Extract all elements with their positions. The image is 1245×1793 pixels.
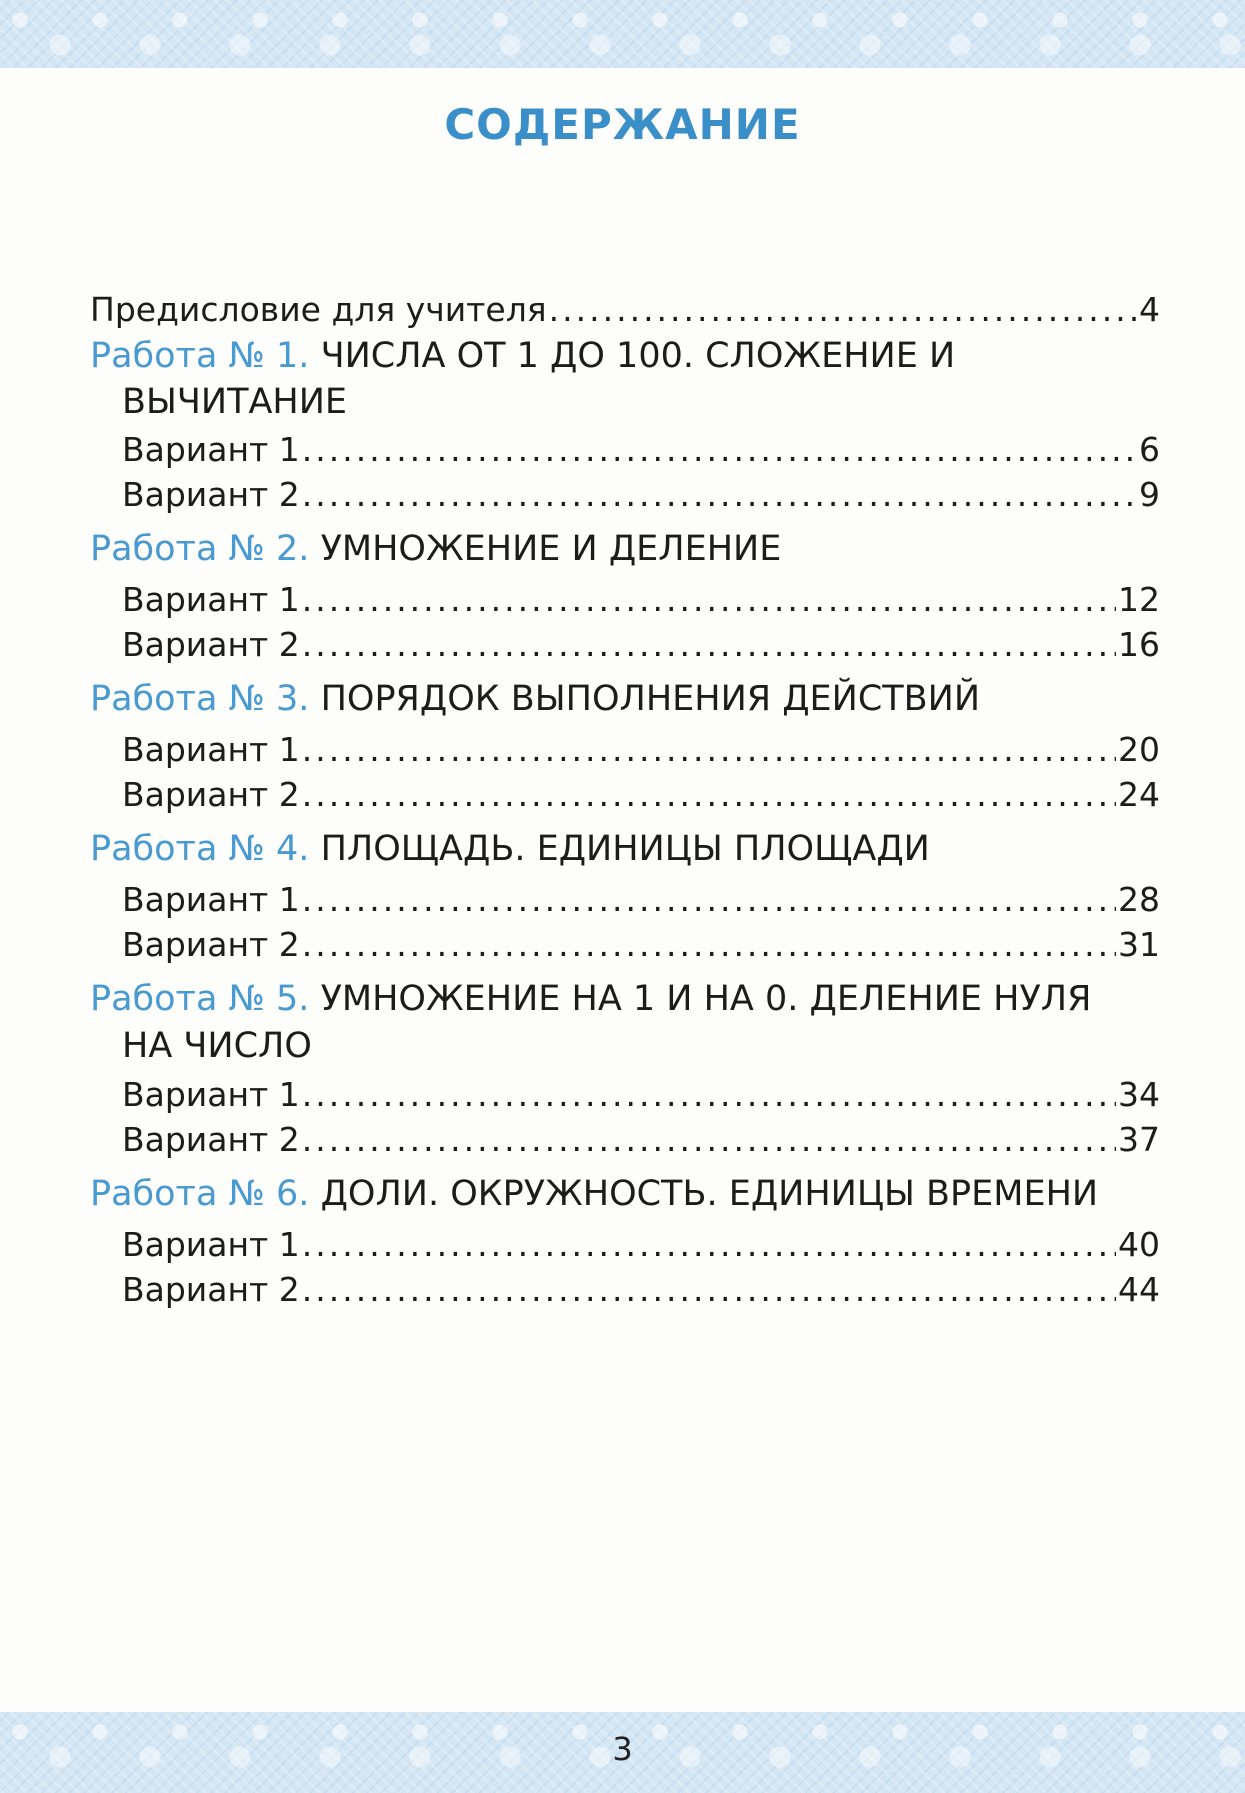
work-heading-5-continued — [122, 1020, 1192, 1072]
toc-entry-label: Вариант 2 — [122, 1120, 300, 1159]
work-heading-2[interactable] — [90, 523, 1160, 575]
work-title: ПЛОЩАДЬ. ЕДИНИЦЫ ПЛОЩАДИ — [320, 829, 930, 869]
dot-leader — [302, 880, 1116, 920]
toc-entry-label: Вариант 1 — [122, 580, 300, 619]
dot-leader — [302, 1075, 1116, 1115]
toc-page-number: 24 — [1118, 775, 1160, 814]
work-heading-1[interactable] — [90, 330, 1160, 382]
toc-entry-work3-variant2[interactable] — [122, 775, 1160, 815]
toc-entry-label: Вариант 2 — [122, 1270, 300, 1309]
dot-leader — [302, 625, 1116, 665]
toc-entry-work5-variant2[interactable] — [122, 1120, 1160, 1160]
dot-leader — [302, 730, 1116, 770]
page-title: СОДЕРЖАНИЕ — [444, 100, 801, 149]
dot-leader — [302, 430, 1137, 470]
work-heading-3[interactable] — [90, 673, 1160, 725]
work-title: ДОЛИ. ОКРУЖНОСТЬ. ЕДИНИЦЫ ВРЕМЕНИ — [320, 1174, 1099, 1214]
toc-entry-work2-variant1[interactable] — [122, 580, 1160, 620]
toc-entry-label: Вариант 1 — [122, 430, 300, 469]
toc-page-number: 44 — [1118, 1270, 1160, 1309]
work-title: ЧИСЛА ОТ 1 ДО 100. СЛОЖЕНИЕ И — [320, 336, 956, 376]
toc-page-number: 34 — [1118, 1075, 1160, 1114]
toc-entry-label: Вариант 2 — [122, 475, 300, 514]
toc-entry-label: Предисловие для учителя — [90, 290, 547, 329]
dot-leader — [302, 580, 1116, 620]
toc-entry-label: Вариант 2 — [122, 625, 300, 664]
work-heading-5[interactable] — [90, 973, 1160, 1025]
work-title: ПОРЯДОК ВЫПОЛНЕНИЯ ДЕЙСТВИЙ — [320, 679, 981, 719]
toc-entry-work1-variant2[interactable] — [122, 475, 1160, 515]
toc-entry-work4-variant2[interactable] — [122, 925, 1160, 965]
dot-leader — [302, 775, 1116, 815]
work-heading-6[interactable] — [90, 1168, 1160, 1220]
toc-entry-preface[interactable] — [90, 290, 1160, 330]
work-title: УМНОЖЕНИЕ И ДЕЛЕНИЕ — [320, 529, 782, 569]
work-number: Работа № 6. — [90, 1174, 310, 1214]
toc-entry-work2-variant2[interactable] — [122, 625, 1160, 665]
toc-page-number: 40 — [1118, 1225, 1160, 1264]
dot-leader — [302, 475, 1137, 515]
toc-entry-label: Вариант 1 — [122, 1225, 300, 1264]
work-heading-1-continued — [122, 376, 1192, 428]
toc-entry-work1-variant1[interactable] — [122, 430, 1160, 470]
toc-page-number: 12 — [1118, 580, 1160, 619]
toc-page-number: 28 — [1118, 880, 1160, 919]
work-number: Работа № 3. — [90, 679, 310, 719]
dot-leader — [302, 1120, 1116, 1160]
toc-entry-work6-variant2[interactable] — [122, 1270, 1160, 1310]
page-number: 3 — [612, 1730, 633, 1768]
dot-leader — [302, 1225, 1116, 1265]
work-title-continued: ВЫЧИТАНИЕ — [122, 382, 348, 422]
toc-entry-label: Вариант 2 — [122, 925, 300, 964]
toc-entry-label: Вариант 1 — [122, 730, 300, 769]
toc-page-number: 4 — [1139, 290, 1160, 329]
dot-leader — [549, 290, 1137, 330]
toc-entry-work4-variant1[interactable] — [122, 880, 1160, 920]
work-title: УМНОЖЕНИЕ НА 1 И НА 0. ДЕЛЕНИЕ НУЛЯ — [320, 979, 1092, 1019]
work-heading-4[interactable] — [90, 823, 1160, 875]
toc-page-number: 9 — [1139, 475, 1160, 514]
toc-page-number: 16 — [1118, 625, 1160, 664]
dot-leader — [302, 925, 1116, 965]
toc-page-number: 37 — [1118, 1120, 1160, 1159]
toc-entry-work3-variant1[interactable] — [122, 730, 1160, 770]
toc-page-number: 20 — [1118, 730, 1160, 769]
work-number: Работа № 5. — [90, 979, 310, 1019]
toc-page-number: 6 — [1139, 430, 1160, 469]
toc-page-number: 31 — [1118, 925, 1160, 964]
toc-entry-label: Вариант 1 — [122, 880, 300, 919]
dot-leader — [302, 1270, 1116, 1310]
work-title-continued: НА ЧИСЛО — [122, 1026, 312, 1066]
toc-entry-work5-variant1[interactable] — [122, 1075, 1160, 1115]
toc-entry-work6-variant1[interactable] — [122, 1225, 1160, 1265]
toc-entry-label: Вариант 2 — [122, 775, 300, 814]
toc-entry-label: Вариант 1 — [122, 1075, 300, 1114]
top-decorative-band — [0, 0, 1245, 68]
work-number: Работа № 4. — [90, 829, 310, 869]
work-number: Работа № 1. — [90, 336, 310, 376]
work-number: Работа № 2. — [90, 529, 310, 569]
